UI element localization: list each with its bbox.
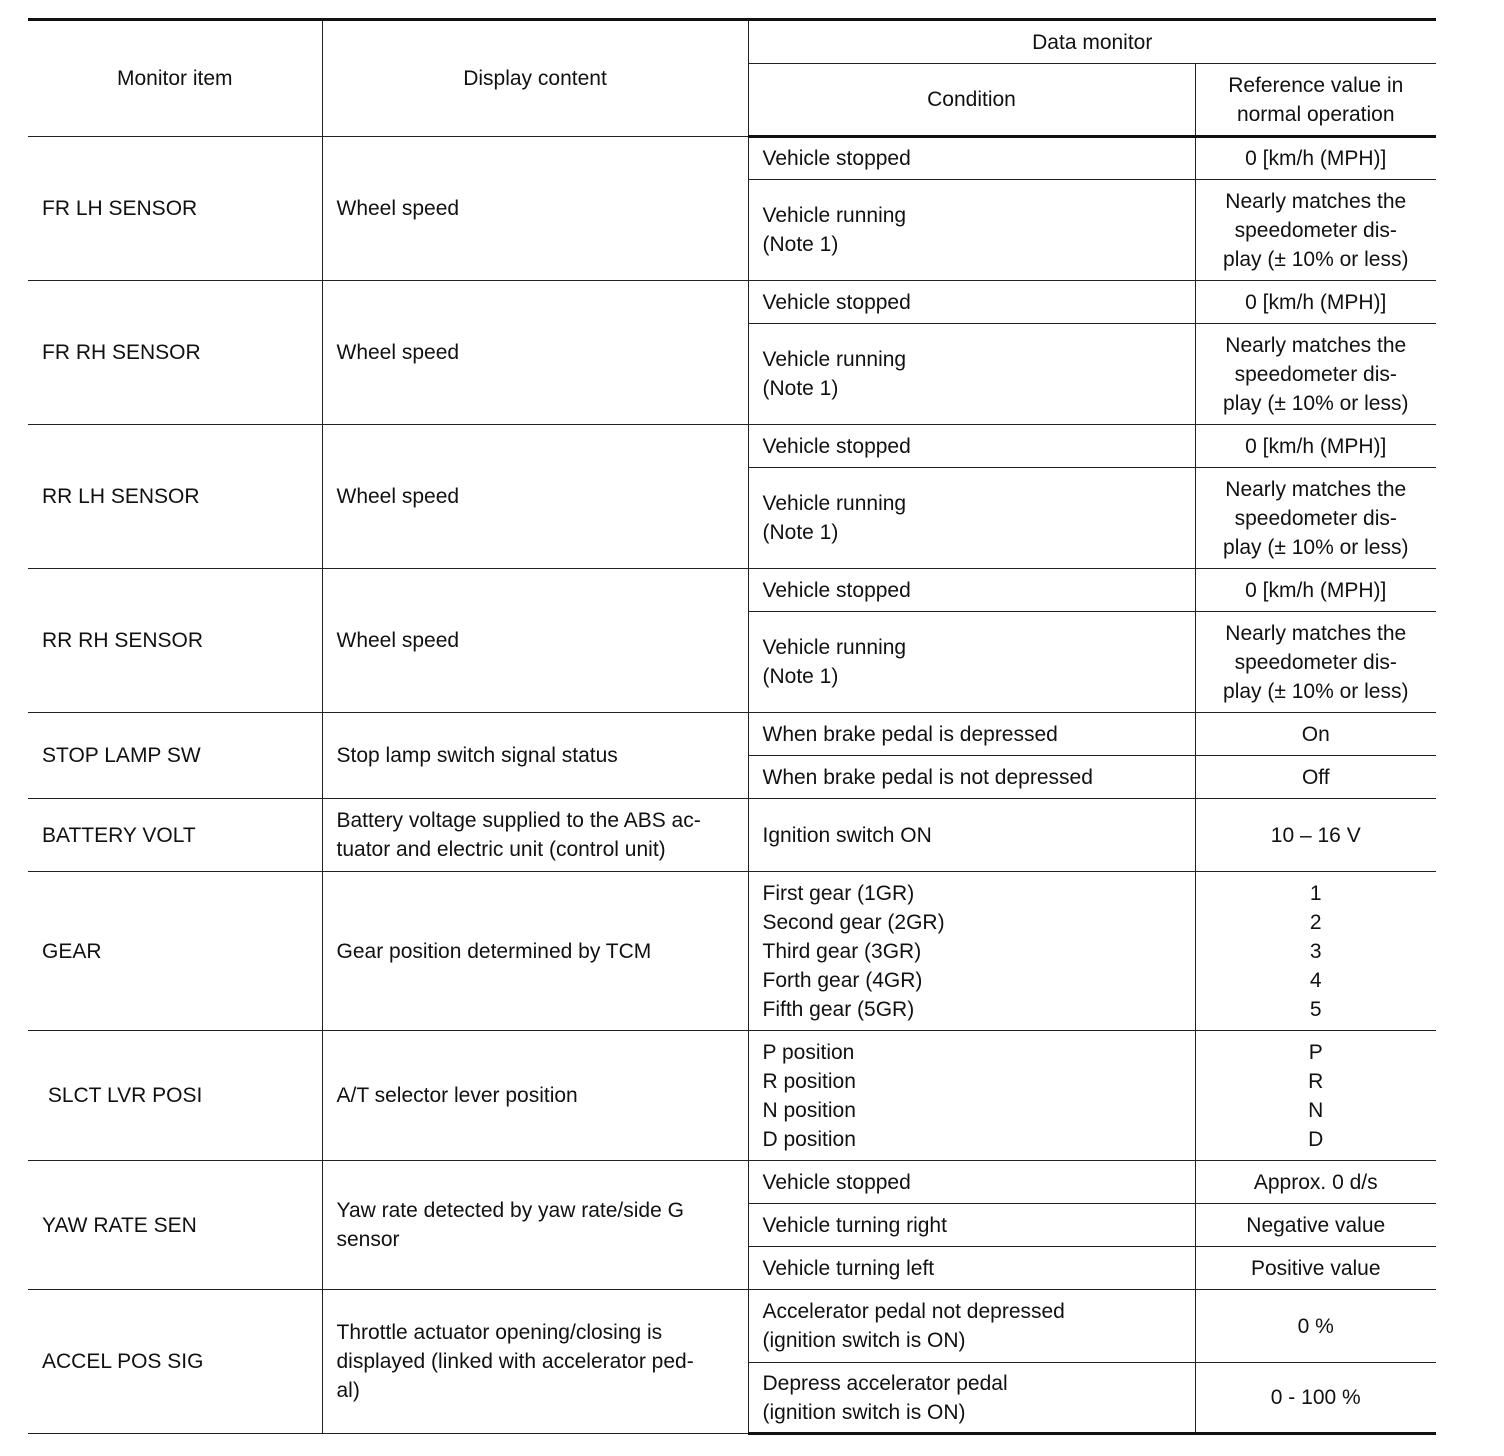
reference-value-text: P R N D <box>1308 1040 1324 1151</box>
monitor-item-cell: FR LH SENSOR <box>28 137 322 281</box>
display-content-text: Yaw rate detected by yaw rate/side G sensor <box>336 1199 684 1251</box>
condition-text: Vehicle stopped <box>762 147 911 170</box>
monitor-item-cell: FR RH SENSOR <box>28 281 322 425</box>
display-content-text: Gear position determined by TCM <box>336 939 652 963</box>
display-content-cell <box>322 281 748 425</box>
display-content-cell <box>322 1290 748 1434</box>
display-content-cell <box>322 1161 748 1290</box>
display-content-text: Wheel speed <box>336 629 460 652</box>
condition-cell <box>748 1247 1195 1290</box>
reference-value-text: 0 [km/h (MPH)] <box>1245 147 1387 170</box>
monitor-item-cell: ACCEL POS SIG <box>28 1290 322 1434</box>
reference-value-cell <box>1195 137 1436 180</box>
reference-value-cell <box>1195 569 1436 612</box>
reference-value-text: 0 [km/h (MPH)] <box>1245 290 1387 314</box>
condition-cell <box>748 1031 1195 1161</box>
condition-cell <box>748 468 1195 569</box>
condition-text: Vehicle stopped <box>762 1170 911 1194</box>
display-content-cell <box>322 872 748 1031</box>
display-content-cell <box>322 425 748 569</box>
header-condition: Condition <box>748 64 1195 137</box>
display-content-text: Stop lamp switch signal status <box>336 744 618 767</box>
condition-cell <box>748 756 1195 799</box>
monitor-item-cell: YAW RATE SEN <box>28 1161 322 1290</box>
reference-value-text: 0 % <box>1297 1314 1334 1338</box>
table-row <box>28 137 1436 180</box>
monitor-item-cell: STOP LAMP SW <box>28 713 322 799</box>
condition-cell <box>748 324 1195 425</box>
reference-value-cell <box>1195 1290 1436 1363</box>
display-content-text: Battery voltage supplied to the ABS ac- tuator and electric unit (control unit) <box>336 809 701 861</box>
display-content-cell <box>322 137 748 281</box>
condition-text: Depress accelerator pedal (ignition switch is ON) <box>762 1371 1008 1424</box>
condition-text: Vehicle turning left <box>762 1256 935 1280</box>
table-row <box>28 713 1436 756</box>
reference-value-cell <box>1195 324 1436 425</box>
display-content-text: Throttle actuator opening/closing is displayed (linked with accelerator ped- al) <box>336 1321 694 1402</box>
reference-value-text: Nearly matches the speedometer dis- play (± 10% or less) <box>1223 333 1409 415</box>
condition-text: When brake pedal is depressed <box>762 722 1058 746</box>
reference-value-cell <box>1195 1161 1436 1204</box>
condition-text: Vehicle running (Note 1) <box>762 492 907 544</box>
condition-cell <box>748 1290 1195 1363</box>
table-row <box>28 872 1436 1031</box>
display-content-text: Wheel speed <box>336 341 460 364</box>
reference-value-text: 0 - 100 % <box>1270 1386 1361 1409</box>
reference-value-cell <box>1195 872 1436 1031</box>
header-monitor-item: Monitor item <box>28 20 322 137</box>
reference-value-text: 10 – 16 V <box>1270 823 1361 847</box>
table-header <box>28 20 1436 137</box>
monitor-item-cell: GEAR <box>28 872 322 1031</box>
condition-text: Accelerator pedal not depressed (ignition switch is ON) <box>762 1300 1065 1352</box>
reference-value-text: Nearly matches the speedometer dis- play (± 10% or less) <box>1223 189 1409 271</box>
display-content-text: Wheel speed <box>336 197 460 220</box>
header-reference-value-text: Reference value in normal operation <box>1228 73 1404 126</box>
condition-text: Vehicle stopped <box>762 578 911 602</box>
reference-value-cell <box>1195 281 1436 324</box>
condition-text: Vehicle stopped <box>762 290 911 314</box>
reference-value-text: 1 2 3 4 5 <box>1309 881 1322 1021</box>
condition-cell <box>748 137 1195 180</box>
reference-value-text: On <box>1301 722 1330 746</box>
display-content-text: Wheel speed <box>336 485 460 508</box>
condition-cell <box>748 612 1195 713</box>
condition-cell <box>748 1363 1195 1434</box>
condition-cell <box>748 799 1195 872</box>
condition-cell <box>748 872 1195 1031</box>
reference-value-text: 0 [km/h (MPH)] <box>1245 578 1387 602</box>
reference-value-cell <box>1195 425 1436 468</box>
reference-value-text: Positive value <box>1250 1256 1381 1280</box>
monitor-item-cell: RR RH SENSOR <box>28 569 322 713</box>
display-content-cell <box>322 799 748 872</box>
reference-value-cell <box>1195 756 1436 799</box>
condition-cell <box>748 281 1195 324</box>
table-row <box>28 569 1436 612</box>
header-data-monitor: Data monitor <box>748 20 1436 64</box>
condition-text: Vehicle running (Note 1) <box>762 636 907 688</box>
monitor-item-cell: RR LH SENSOR <box>28 425 322 569</box>
reference-value-cell <box>1195 612 1436 713</box>
condition-text: Vehicle turning right <box>762 1213 947 1237</box>
table-row <box>28 1161 1436 1204</box>
monitor-item-cell: SLCT LVR POSI <box>28 1031 322 1161</box>
condition-cell <box>748 1204 1195 1247</box>
reference-value-cell <box>1195 1363 1436 1434</box>
reference-value-text: Nearly matches the speedometer dis- play (± 10% or less) <box>1223 621 1409 703</box>
reference-value-cell <box>1195 799 1436 872</box>
table-row <box>28 1290 1436 1363</box>
condition-cell <box>748 569 1195 612</box>
display-content-cell <box>322 713 748 799</box>
condition-text: Vehicle running (Note 1) <box>762 204 907 256</box>
header-reference-value <box>1195 64 1436 137</box>
reference-value-text: Nearly matches the speedometer dis- play (± 10% or less) <box>1223 477 1409 559</box>
condition-cell <box>748 1161 1195 1204</box>
condition-text: Ignition switch ON <box>762 823 932 847</box>
reference-value-text: Off <box>1301 765 1330 789</box>
data-monitor-table <box>28 18 1436 1435</box>
table-row <box>28 799 1436 872</box>
reference-value-cell <box>1195 1031 1436 1161</box>
reference-value-text: Approx. 0 d/s <box>1253 1170 1378 1194</box>
display-content-cell <box>322 569 748 713</box>
condition-cell <box>748 713 1195 756</box>
condition-text: First gear (1GR) Second gear (2GR) Third gear (3GR) Forth gear (4GR) Fifth gear (5GR) <box>762 881 945 1021</box>
table-row <box>28 281 1436 324</box>
reference-value-cell <box>1195 468 1436 569</box>
condition-cell <box>748 180 1195 281</box>
condition-text: Vehicle stopped <box>762 434 911 458</box>
reference-value-cell <box>1195 180 1436 281</box>
condition-text: Vehicle running (Note 1) <box>762 348 907 400</box>
condition-cell <box>748 425 1195 468</box>
reference-value-cell <box>1195 713 1436 756</box>
reference-value-cell <box>1195 1247 1436 1290</box>
display-content-text: A/T selector lever position <box>336 1084 578 1107</box>
header-display-content: Display content <box>322 20 748 137</box>
monitor-item-cell: BATTERY VOLT <box>28 799 322 872</box>
reference-value-cell <box>1195 1204 1436 1247</box>
reference-value-text: 0 [km/h (MPH)] <box>1245 434 1387 458</box>
table-row <box>28 1031 1436 1161</box>
table-row <box>28 425 1436 468</box>
condition-text: When brake pedal is not depressed <box>762 765 1093 789</box>
display-content-cell <box>322 1031 748 1161</box>
table-body <box>28 137 1436 1434</box>
condition-text: P position R position N position D position <box>762 1040 856 1151</box>
reference-value-text: Negative value <box>1246 1213 1386 1237</box>
